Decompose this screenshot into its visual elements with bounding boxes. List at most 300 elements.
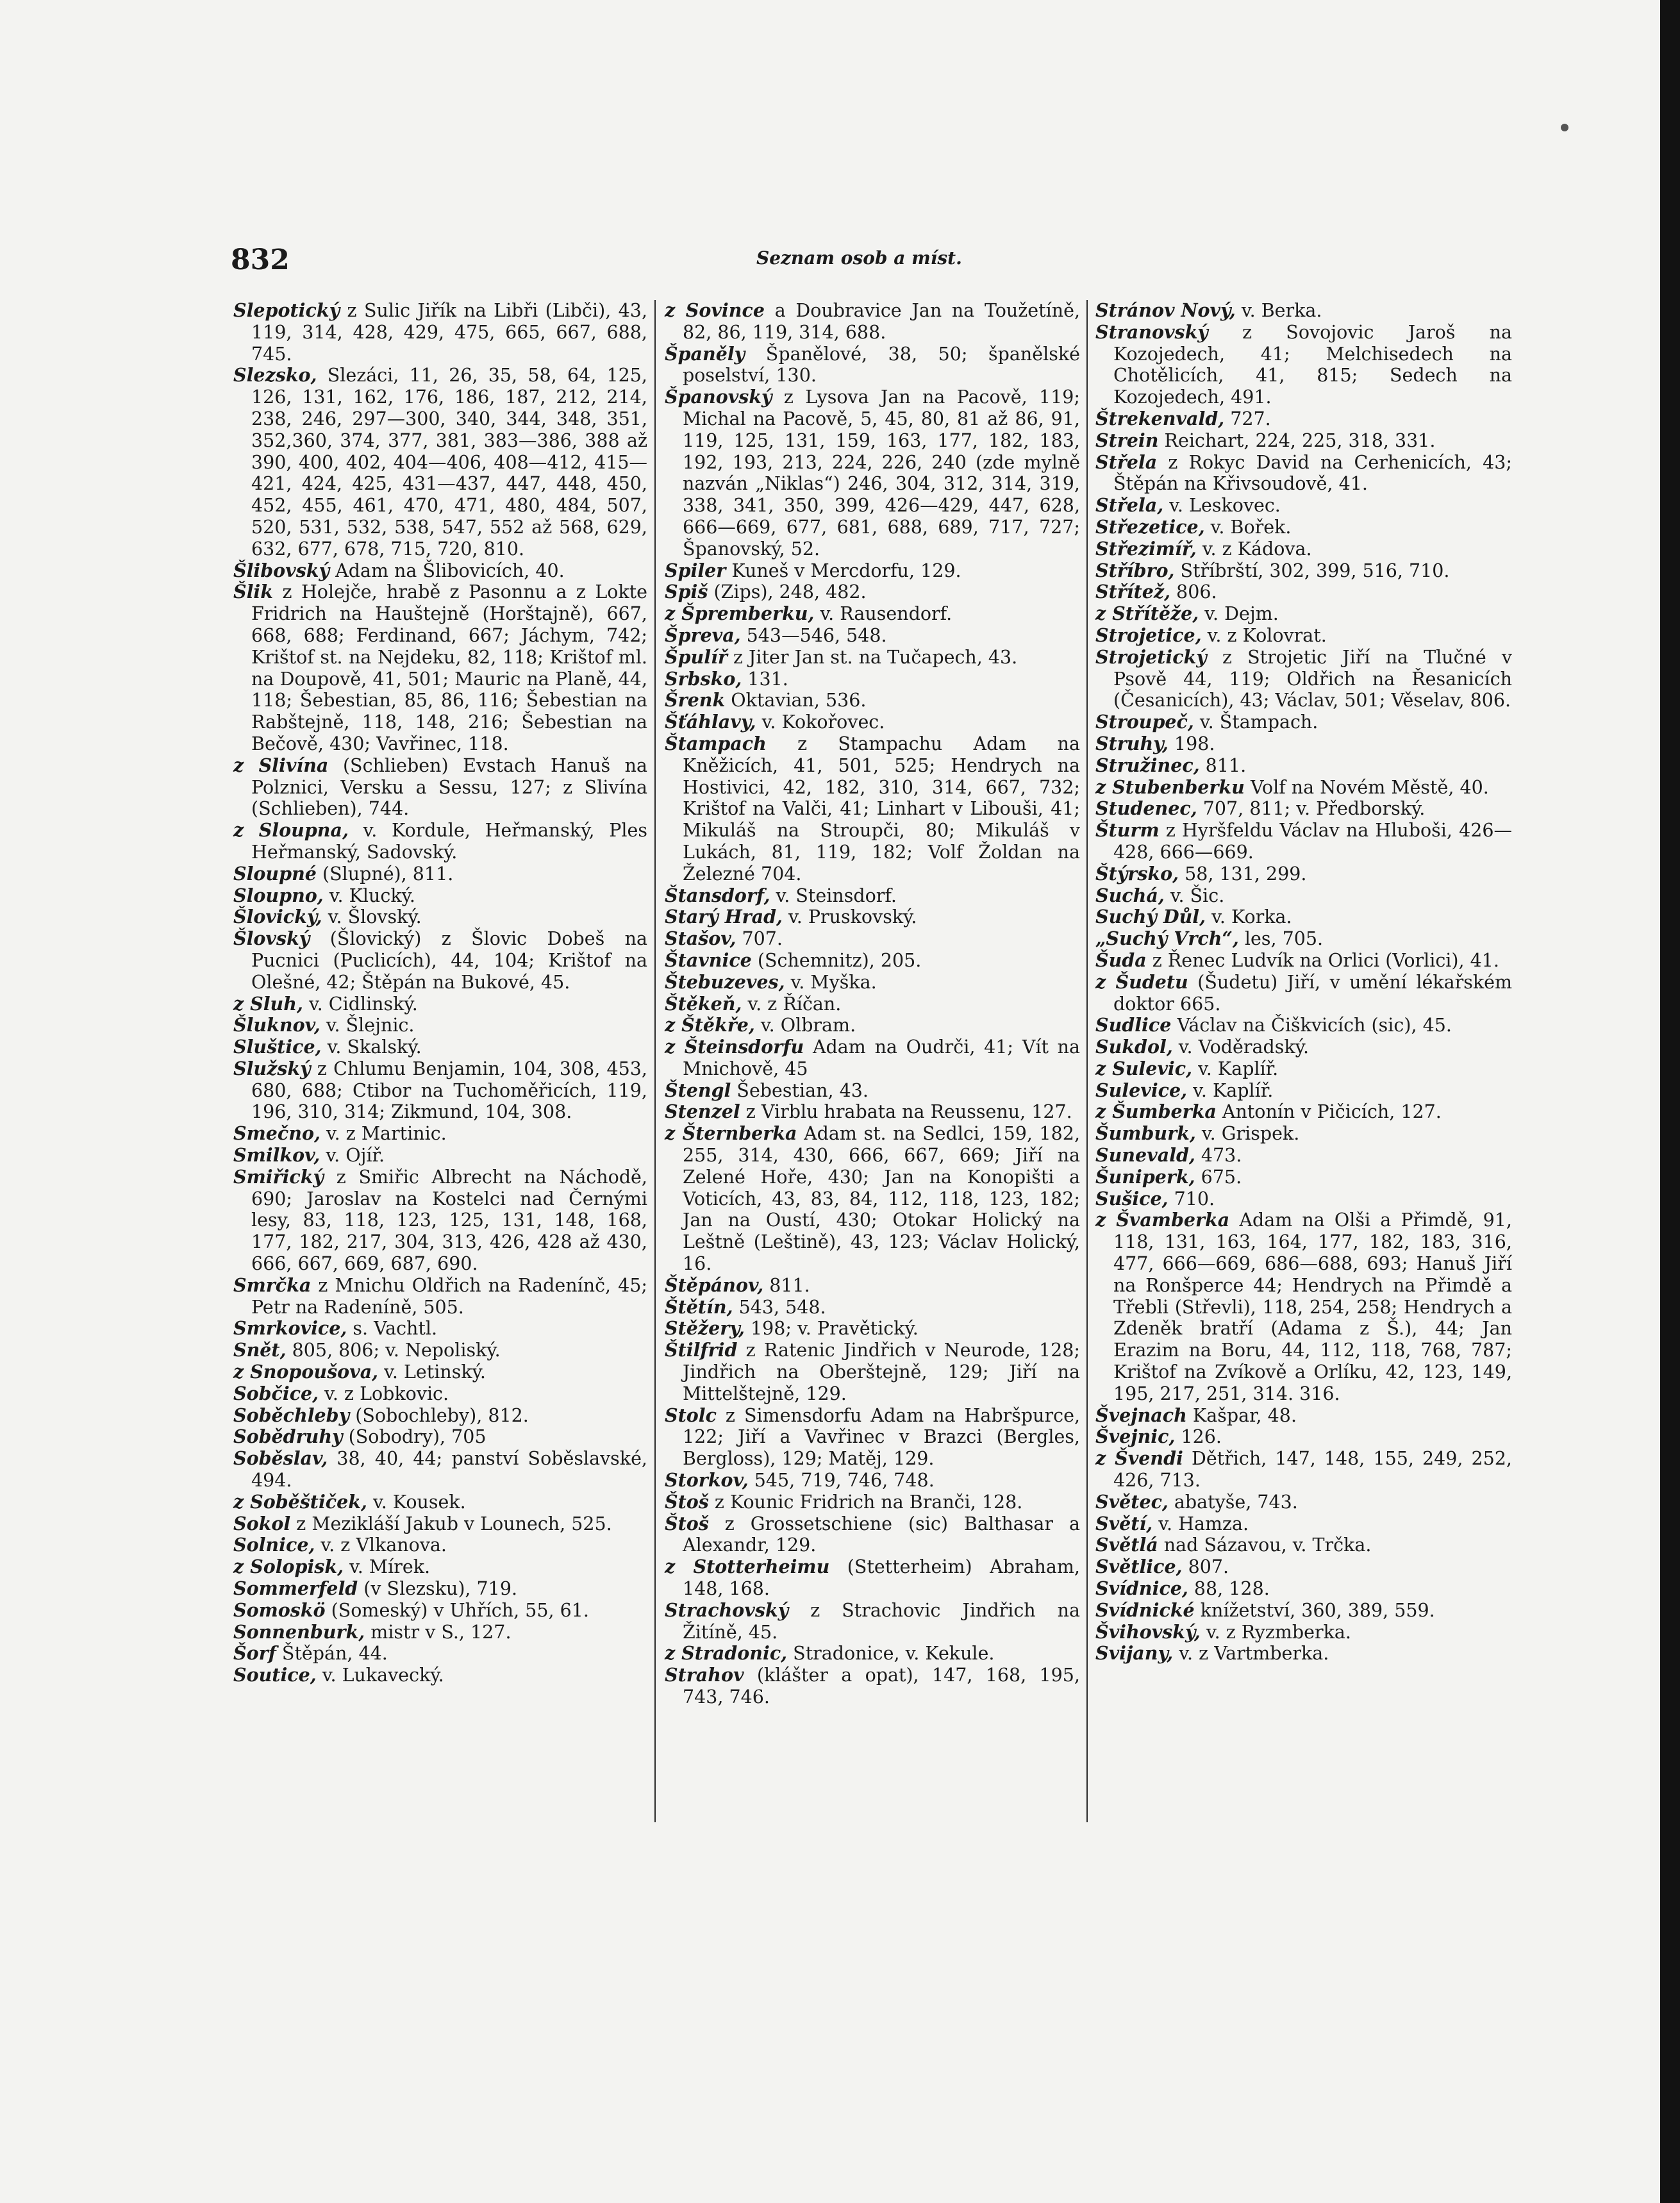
entry-headword: Sobědruhy — [233, 1426, 343, 1448]
entry-headword: Stružinec, — [1095, 754, 1200, 776]
entry-text: 131. — [742, 668, 788, 690]
index-entry — [1095, 300, 1512, 322]
index-entry — [233, 1361, 647, 1383]
entry-text: Adam na Šlibovicích, 40. — [329, 560, 565, 581]
entry-headword: Soutice, — [233, 1664, 317, 1686]
entry-headword: Smrčka — [233, 1274, 312, 1296]
entry-text: 707. — [736, 928, 783, 950]
index-entry — [665, 1513, 1080, 1557]
entry-text: 88, 128. — [1188, 1578, 1270, 1600]
entry-text: 806. — [1170, 581, 1217, 603]
entry-text: 675. — [1195, 1166, 1242, 1188]
entry-text: (Zips), 248, 482. — [708, 581, 867, 603]
entry-text: v. Letinský. — [378, 1361, 486, 1383]
entry-text: (klášter a opat), 147, 168, 195, 743, 746. — [683, 1665, 1080, 1708]
entry-text: (Šudetu) Jiří, v umění lékařském doktor 665. — [1113, 971, 1513, 1015]
index-entry — [1095, 581, 1512, 603]
entry-text: 710. — [1168, 1188, 1215, 1210]
index-entry — [1095, 1643, 1512, 1665]
entry-text: z Lysova Jan na Pacově, 119; Michal na Pacově, 5, 45, 80, 81 až 86, 91, 119, 125, 131, 159, 163, 177, 182, 183, 192, 193, 213, 224, 226, 240 (zde mylně nazván „Niklas“) 246, 304, 312, 314, 319, 338, 341, 350, 399, 426—429, 447, 628, 666—669, 677, 681, 688, 689, 717, 727; Španovský, 52. — [683, 387, 1080, 560]
index-entry — [1095, 1622, 1512, 1643]
index-entry — [1095, 495, 1512, 517]
entry-headword: Šuda — [1095, 949, 1147, 971]
index-entry — [233, 1556, 647, 1578]
entry-text: 543—546, 548. — [740, 624, 887, 646]
index-entry — [1095, 1210, 1512, 1404]
entry-text: v. Šic. — [1164, 885, 1225, 906]
index-entry — [665, 972, 1080, 993]
entry-headword: Štansdorf, — [665, 884, 770, 906]
index-entry — [233, 300, 647, 365]
index-entry — [665, 669, 1080, 690]
entry-text: 707, 811; v. Předborský. — [1197, 798, 1426, 820]
entry-text: v. z Kádova. — [1196, 538, 1312, 560]
entry-text: Oktavian, 536. — [725, 690, 867, 711]
entry-headword: Sommerfeld — [233, 1577, 358, 1600]
entry-headword: Svijany, — [1095, 1642, 1174, 1665]
entry-text: z Mnichu Oldřich na Radenínč, 45; Petr na Radeníně, 505. — [251, 1274, 647, 1318]
entry-headword: Střezimíř, — [1095, 537, 1197, 560]
entry-headword: Šluknov, — [233, 1014, 320, 1036]
entry-text: v. Štampach. — [1193, 711, 1318, 733]
entry-text: (Šlovický) z Šlovic Dobeš na Pucnici (Puclicích), 44, 104; Krištof na Olešné, 42; Štěpán na Bukové, 45. — [251, 928, 647, 993]
entry-text: v. Klucký. — [323, 885, 415, 906]
index-entry — [665, 300, 1080, 344]
index-entry — [665, 928, 1080, 950]
entry-headword: Štampach — [665, 732, 767, 754]
entry-headword: Starý Hrad, — [665, 906, 783, 928]
entry-headword: „Suchý Vrch“, — [1095, 927, 1239, 950]
entry-headword: Špreva, — [665, 624, 741, 646]
entry-text: z Rokyc David na Cerhenicích, 43; Štěpán na Křivsoudově, 41. — [1113, 451, 1512, 495]
entry-headword: Šturm — [1095, 819, 1160, 842]
entry-text: v. Hamza. — [1152, 1513, 1249, 1534]
entry-headword: z Soběštiček, — [233, 1490, 367, 1513]
entry-headword: Světlá — [1095, 1534, 1158, 1556]
entry-text: 58, 131, 299. — [1179, 863, 1307, 885]
index-entry — [665, 733, 1080, 885]
index-entry — [233, 928, 647, 993]
index-entry — [233, 1167, 647, 1275]
entry-headword: Sobčice, — [233, 1382, 319, 1404]
index-entry — [1095, 1492, 1512, 1513]
entry-text: (Schemnitz), 205. — [751, 949, 922, 971]
entry-text: 198; v. Pravětický. — [744, 1318, 919, 1340]
entry-text: Adam na Oudrči, 41; Vít na Mnichově, 45 — [683, 1036, 1081, 1079]
index-entry — [1095, 972, 1512, 1015]
entry-headword: Svídnické — [1095, 1599, 1195, 1621]
entry-text: z Sovojovic Jaroš na Kozojedech, 41; Melchisedech na Chotělicích, 41, 815; Sedech na Kozojedech, 491. — [1113, 321, 1512, 408]
index-entry — [233, 820, 647, 863]
index-entry — [233, 581, 647, 754]
index-column-3 — [1095, 300, 1512, 1665]
entry-text: (Stetterheim) Abraham, 148, 168. — [683, 1556, 1080, 1600]
entry-text: z Smiřic Albrecht na Náchodě, 690; Jaroslav na Kostelci nad Černými lesy, 83, 118, 123, 125, 131, 148, 168, 177, 182, 217, 304, 313, 426, 428 až 430, 666, 667, 669, 687, 690. — [251, 1166, 647, 1275]
entry-text: (Sobodry), 705 — [342, 1426, 487, 1448]
index-entry — [1095, 1578, 1512, 1600]
entry-headword: Suchý Důl, — [1095, 906, 1206, 928]
entry-text: v. Skalský. — [321, 1036, 422, 1058]
index-entry — [1095, 950, 1512, 972]
index-entry — [665, 1405, 1080, 1470]
entry-headword: Stolc — [665, 1404, 717, 1426]
entry-headword: Svídnice, — [1095, 1577, 1188, 1600]
index-entry — [233, 755, 647, 820]
entry-text: 811. — [1199, 754, 1247, 776]
entry-text: v. Kousek. — [367, 1491, 466, 1513]
index-entry — [233, 993, 647, 1015]
index-entry — [665, 885, 1080, 907]
index-entry — [1095, 1123, 1512, 1145]
entry-headword: Šlibovský — [233, 559, 330, 581]
entry-headword: Sonnenburk, — [233, 1620, 365, 1643]
index-entry — [233, 1036, 647, 1058]
index-entry — [1095, 430, 1512, 452]
index-entry — [1095, 452, 1512, 495]
entry-headword: Strojetice, — [1095, 624, 1202, 646]
entry-headword: Střela, — [1095, 494, 1164, 517]
index-entry — [1095, 711, 1512, 733]
entry-headword: Suchá, — [1095, 884, 1165, 906]
entry-text: Adam na Olši a Přimdě, 91, 118, 131, 163, 164, 177, 182, 183, 316, 477, 666—669, 686—688, 693; Hanuš Jiří na Ronšperce 44; Hendrych na Přimdě a Třebli (Střevli), 118, 254, 258; Hendrych a Zdeněk bratří (Adama z Š.), 44; Jan Erazim na Boru, 44, 112, 118, 768, 787; Krištof na Zvíkově a Orlíku, 42, 123, 149, 195, 217, 251, 314. 316. — [1113, 1210, 1512, 1404]
index-entry — [665, 1015, 1080, 1036]
index-entry — [665, 603, 1080, 625]
entry-headword: Stašov, — [665, 927, 736, 950]
entry-text: v. Berka. — [1235, 300, 1322, 321]
entry-text: Kašpar, 48. — [1186, 1404, 1297, 1426]
index-entry — [233, 1340, 647, 1361]
index-column-1 — [233, 300, 647, 1686]
index-entry — [233, 1058, 647, 1123]
entry-headword: Švejnach — [1095, 1404, 1187, 1426]
entry-headword: z Sulevic, — [1095, 1057, 1193, 1079]
page-header — [231, 244, 1602, 282]
index-entry — [233, 1426, 647, 1448]
entry-headword: Slepotický — [233, 299, 340, 321]
index-entry — [1095, 322, 1512, 408]
entry-text: les, 705. — [1238, 928, 1324, 950]
entry-headword: Solnice, — [233, 1534, 315, 1556]
entry-headword: z Špremberku, — [665, 603, 815, 625]
entry-headword: z Sluh, — [233, 992, 303, 1015]
entry-headword: Srbsko, — [665, 667, 742, 690]
entry-text: a Doubravice Jan na Toužetíně, 82, 86, 119, 314, 688. — [683, 300, 1081, 343]
entry-text: z Virblu hrabata na Reussenu, 127. — [740, 1101, 1072, 1123]
index-entry — [1095, 1448, 1512, 1492]
entry-text: Šebestian, 43. — [731, 1079, 869, 1101]
index-entry — [233, 906, 647, 928]
entry-text: v. z Vlkanova. — [315, 1534, 447, 1556]
index-entry — [233, 1448, 647, 1492]
index-entry — [233, 1123, 647, 1145]
index-entry — [1095, 928, 1512, 950]
entry-headword: Stranovský — [1095, 320, 1208, 343]
entry-headword: z Sovince — [665, 299, 765, 321]
index-entry — [1095, 625, 1512, 647]
entry-headword: Španovský — [665, 386, 772, 408]
entry-headword: Studenec, — [1095, 797, 1197, 820]
entry-text: Václav na Čiškvicích (sic), 45. — [1171, 1015, 1452, 1036]
index-entry — [1095, 1036, 1512, 1058]
entry-text: v. Kaplíř. — [1187, 1079, 1274, 1101]
entry-text: 545, 719, 746, 748. — [748, 1470, 935, 1492]
index-entry — [665, 1492, 1080, 1513]
entry-headword: z Švamberka — [1095, 1209, 1230, 1231]
entry-text: v. Cidlinský. — [303, 993, 418, 1015]
index-entry — [233, 1643, 647, 1665]
entry-headword: z Střítěže, — [1095, 603, 1199, 625]
entry-headword: Střítež, — [1095, 581, 1170, 603]
entry-text: 727. — [1224, 408, 1271, 429]
entry-headword: Štengl — [665, 1079, 731, 1101]
entry-headword: Světlice, — [1095, 1556, 1183, 1578]
index-entry — [233, 1275, 647, 1318]
index-entry — [1095, 647, 1512, 711]
entry-headword: Sloupno, — [233, 884, 324, 906]
index-entry — [665, 906, 1080, 928]
index-entry — [1095, 1080, 1512, 1102]
entry-headword: Šuniperk, — [1095, 1165, 1195, 1188]
entry-text: z Simensdorfu Adam na Habršpurce, 122; Jiří a Vavřinec v Brazci (Bergles, Bergloss), 129; Matěj, 129. — [683, 1404, 1080, 1470]
entry-headword: Šlovický, — [233, 906, 322, 928]
index-entry — [1095, 1188, 1512, 1210]
index-entry — [1095, 1101, 1512, 1123]
entry-headword: z Šternberka — [665, 1122, 797, 1145]
index-entry — [665, 1318, 1080, 1340]
entry-text: abatyše, 743. — [1168, 1491, 1298, 1513]
entry-headword: Somoskö — [233, 1599, 326, 1621]
entry-text: v. Šlejnic. — [320, 1015, 415, 1036]
index-entry — [665, 387, 1080, 560]
entry-headword: Sušice, — [1095, 1187, 1169, 1210]
index-entry — [1095, 517, 1512, 538]
entry-headword: Švihovský, — [1095, 1620, 1201, 1643]
entry-text: v. Rausendorf. — [814, 603, 952, 625]
entry-text: Antonín v Pičicích, 127. — [1216, 1101, 1442, 1123]
index-entry — [1095, 1167, 1512, 1188]
entry-headword: Světec, — [1095, 1490, 1169, 1513]
index-entry — [1095, 798, 1512, 820]
entry-text: z Grossetschiene (sic) Balthasar a Alexandr, 129. — [683, 1513, 1080, 1556]
index-entry — [233, 1665, 647, 1686]
index-entry — [1095, 538, 1512, 560]
entry-text: Slezáci, 11, 26, 35, 58, 64, 125, 126, 131, 162, 176, 186, 187, 212, 214, 238, 246, 297—300, 340, 344, 348, 351, 352,360, 374, 377, 381, 383—386, 388 až 390, 400, 402, 404—406, 408—412, 415—421, 424, 425, 431—437, 447, 448, 450, 452, 455, 461, 470, 471, 480, 484, 507, 520, 531, 532, 538, 547, 552 až 568, 629, 632, 677, 678, 715, 720, 810. — [251, 365, 647, 560]
entry-headword: Sloupné — [233, 862, 317, 885]
entry-headword: Strachovský — [665, 1599, 789, 1621]
entry-text: (v Slezsku), 719. — [358, 1578, 518, 1600]
entry-text: (Slupné), 811. — [316, 863, 454, 885]
index-entry — [233, 1534, 647, 1556]
index-entry — [665, 1600, 1080, 1643]
entry-text: z Strojetic Jiří na Tlučné v Psově 44, 119; Oldřich na Řesanicích (Česanicích), 43; Václav, 501; Věselav, 806. — [1113, 646, 1512, 711]
entry-headword: Šťáhlavy, — [665, 711, 756, 733]
entry-text: 126. — [1175, 1426, 1222, 1448]
running-head: Seznam osob a míst. — [756, 247, 962, 269]
index-entry — [665, 1297, 1080, 1318]
index-entry — [233, 560, 647, 582]
entry-headword: Smiřický — [233, 1165, 324, 1188]
entry-headword: Šorf — [233, 1642, 276, 1665]
entry-text: Stradonice, v. Kekule. — [787, 1643, 995, 1665]
entry-text: mistr v S., 127. — [365, 1621, 511, 1643]
entry-headword: Sudlice — [1095, 1014, 1172, 1036]
entry-text: z Řenec Ludvík na Orlici (Vorlici), 41. — [1146, 949, 1499, 971]
index-entry — [233, 1145, 647, 1167]
index-entry — [665, 1340, 1080, 1404]
entry-text: knížetství, 360, 389, 559. — [1194, 1599, 1435, 1621]
entry-headword: Štěkeň, — [665, 992, 742, 1015]
entry-text: v. Steinsdorf. — [770, 885, 897, 906]
entry-headword: Smrkovice, — [233, 1317, 347, 1340]
entry-text: v. Dejm. — [1199, 603, 1279, 625]
index-entry — [1095, 1534, 1512, 1556]
entry-text: 805, 806; v. Nepoliský. — [286, 1340, 501, 1361]
entry-text: (Sobochleby), 812. — [349, 1404, 529, 1426]
entry-text: z Hyršfeldu Václav na Hluboši, 426—428, 666—669. — [1113, 820, 1512, 863]
index-entry — [233, 1318, 647, 1340]
index-entry — [665, 993, 1080, 1015]
index-entry — [233, 1383, 647, 1405]
index-entry — [233, 1600, 647, 1622]
entry-headword: z Snopoušova, — [233, 1361, 379, 1383]
entry-text: z Holejče, hrabě z Pasonnu a z Lokte Fridrich na Hauštejně (Horštajně), 667, 668, 688; Ferdinand, 667; Jáchym, 742; Krištof st. na Nejdeku, 82, 118; Krištof ml. na Doupově, 41, 501; Mauric na Planě, 44, 118; Šebestian, 85, 86, 116; Šebestian na Rabštejně, 118, 148, 216; Šebestian na Bečově, 430; Vavřinec, 118. — [251, 581, 647, 754]
index-entry — [665, 1275, 1080, 1297]
entry-text: z Mezikláší Jakub v Lounech, 525. — [290, 1513, 612, 1534]
index-entry — [233, 1405, 647, 1427]
entry-headword: z Stotterheimu — [665, 1556, 830, 1578]
entry-text: 807. — [1182, 1556, 1229, 1578]
entry-text: Volf na Novém Městě, 40. — [1244, 776, 1489, 798]
entry-headword: z Šudetu — [1095, 970, 1188, 993]
ink-spot — [1561, 124, 1568, 131]
entry-headword: z Šumberka — [1095, 1101, 1217, 1123]
entry-headword: Střezetice, — [1095, 515, 1205, 538]
entry-text: z Sulic Jiřík na Libři (Libči), 43, 119, 314, 428, 429, 475, 665, 667, 688, 745. — [251, 300, 647, 365]
entry-text: v. Myška. — [785, 971, 877, 993]
entry-text: v. z Lobkovic. — [319, 1383, 449, 1404]
entry-headword: z Štěkře, — [665, 1014, 755, 1036]
entry-headword: Sulevice, — [1095, 1079, 1188, 1101]
index-entry — [665, 1123, 1080, 1275]
entry-text: 38, 40, 44; panství Soběslavské, 494. — [251, 1448, 647, 1492]
entry-text: (Someský) v Uhřích, 55, 61. — [325, 1599, 589, 1621]
index-entry — [233, 1513, 647, 1535]
entry-text: v. Korka. — [1206, 906, 1292, 928]
entry-headword: z Solopisk, — [233, 1556, 344, 1578]
entry-headword: Strein — [1095, 429, 1159, 451]
index-entry — [1095, 560, 1512, 582]
entry-text: Reichart, 224, 225, 318, 331. — [1158, 429, 1436, 451]
index-entry — [665, 1643, 1080, 1665]
entry-headword: Šlik — [233, 581, 273, 603]
index-entry — [1095, 1015, 1512, 1036]
index-entry — [1095, 906, 1512, 928]
entry-headword: Služský — [233, 1057, 311, 1079]
entry-text: v. z Říčan. — [742, 993, 842, 1015]
column-rule — [1086, 300, 1088, 1822]
index-entry — [665, 625, 1080, 647]
index-entry — [665, 647, 1080, 669]
entry-headword: Špulíř — [665, 645, 728, 668]
index-entry — [665, 1036, 1080, 1080]
entry-text: 473. — [1195, 1145, 1242, 1167]
index-entry — [1095, 1556, 1512, 1578]
entry-text: v. z Martinic. — [320, 1123, 447, 1145]
entry-headword: Střela — [1095, 451, 1158, 473]
entry-text: v. z Kolovrat. — [1201, 624, 1327, 646]
index-entry — [665, 344, 1080, 387]
index-entry — [1095, 603, 1512, 625]
entry-headword: Sukdol, — [1095, 1036, 1173, 1058]
entry-text: v. Bořek. — [1204, 516, 1292, 538]
index-entry — [1095, 777, 1512, 799]
index-entry — [1095, 1405, 1512, 1427]
entry-text: z Kounic Fridrich na Branči, 128. — [708, 1491, 1023, 1513]
entry-text: v. Grispek. — [1195, 1123, 1300, 1145]
entry-headword: Štýrsko, — [1095, 862, 1179, 885]
entry-headword: Štrekenvald, — [1095, 407, 1225, 429]
entry-text: v. Lukavecký. — [316, 1665, 444, 1686]
index-column-2 — [665, 300, 1080, 1708]
index-entry — [665, 1101, 1080, 1123]
entry-text: z Ratenic Jindřich v Neurode, 128; Jindřich na Oberštejně, 129; Jiří na Mittelštejně, 129. — [683, 1340, 1080, 1404]
entry-headword: Štilfrid — [665, 1339, 738, 1361]
index-entry — [1095, 1600, 1512, 1622]
index-entry — [665, 581, 1080, 603]
entry-headword: Spiler — [665, 559, 726, 581]
entry-text: v. z Ryzmberka. — [1200, 1621, 1351, 1643]
entry-text: 811. — [763, 1274, 810, 1296]
entry-headword: z Šteinsdorfu — [665, 1036, 804, 1058]
index-entry — [665, 690, 1080, 711]
index-entry — [1095, 1058, 1512, 1080]
entry-headword: Strahov — [665, 1664, 744, 1686]
entry-headword: Struhy, — [1095, 732, 1169, 754]
index-entry — [1095, 1426, 1512, 1448]
index-entry — [233, 863, 647, 885]
entry-headword: Šlovský — [233, 927, 310, 950]
entry-headword: Stroupeč, — [1095, 711, 1194, 733]
entry-headword: Švejnic, — [1095, 1426, 1176, 1448]
entry-text: v. Mírek. — [344, 1556, 431, 1578]
entry-headword: Sluštice, — [233, 1036, 322, 1058]
entry-text: v. Kaplíř. — [1192, 1058, 1279, 1079]
entry-text: v. Šlovský. — [322, 906, 422, 928]
index-entry — [665, 950, 1080, 972]
entry-text: v. Ojíř. — [320, 1145, 385, 1167]
index-entry — [233, 1622, 647, 1643]
index-entry — [665, 1665, 1080, 1708]
entry-text: v. Voděradský. — [1172, 1036, 1310, 1058]
index-entry — [233, 1015, 647, 1036]
entry-text: s. Vachtl. — [347, 1318, 438, 1340]
index-entry — [1095, 1513, 1512, 1535]
entry-headword: Slezsko, — [233, 364, 317, 387]
entry-headword: Štěpánov, — [665, 1274, 764, 1296]
entry-text: Dětřich, 147, 148, 155, 249, 252, 426, 713. — [1113, 1448, 1512, 1492]
entry-headword: z Sloupna, — [233, 819, 349, 842]
entry-text: v. Olbram. — [754, 1015, 856, 1036]
entry-headword: Šrenk — [665, 689, 726, 711]
index-entry — [1095, 1145, 1512, 1167]
entry-headword: Španěly — [665, 342, 745, 365]
page-number: 832 — [231, 244, 290, 276]
entry-headword: Smečno, — [233, 1122, 320, 1145]
entry-headword: z Stubenberku — [1095, 776, 1245, 798]
index-entry — [1095, 863, 1512, 885]
index-entry — [1095, 755, 1512, 777]
index-entry — [233, 1578, 647, 1600]
